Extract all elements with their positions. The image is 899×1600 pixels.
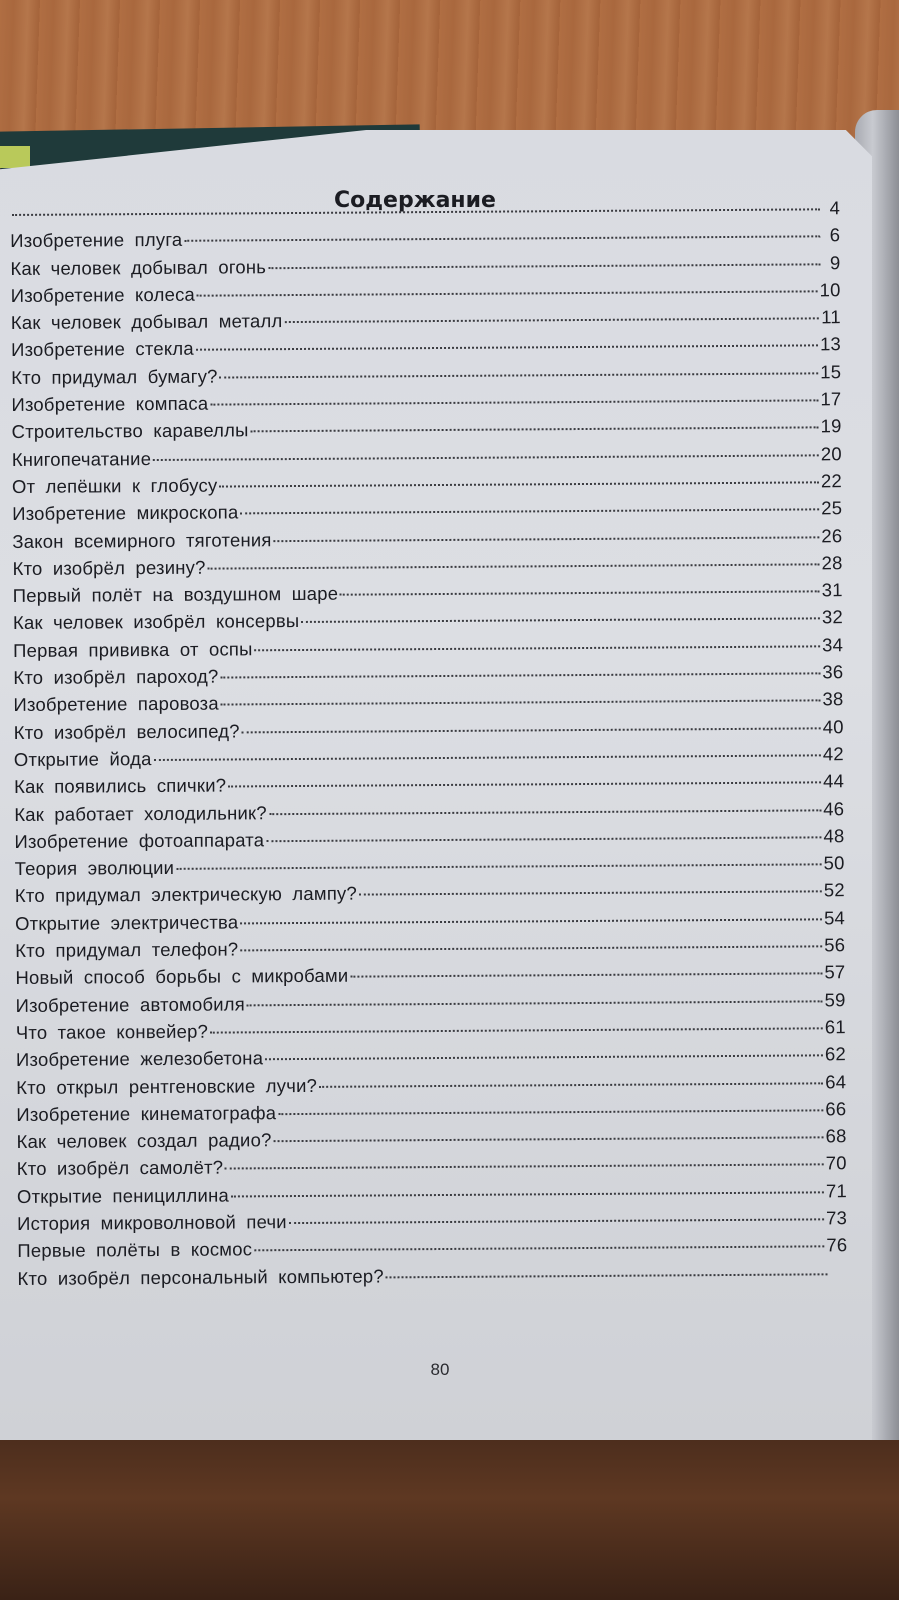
toc-entry-page: 71 [825, 1179, 847, 1202]
dot-leader [197, 290, 818, 296]
toc-entry-page: 40 [822, 715, 844, 737]
dot-leader [269, 809, 822, 815]
table-edge-shadow [0, 1430, 899, 1600]
dot-leader [208, 563, 820, 569]
toc-entry-page: 4 [829, 197, 841, 219]
dot-leader [359, 891, 822, 896]
toc-entry-page: 34 [822, 633, 844, 656]
dot-leader [240, 945, 822, 951]
toc-entry-page: 56 [824, 934, 846, 956]
table-of-contents [10, 197, 848, 1295]
dot-leader [340, 591, 820, 596]
toc-entry-page: 15 [820, 360, 842, 383]
toc-entry-title: История микроволновой печи [17, 1211, 287, 1234]
toc-entry-page: 22 [820, 470, 843, 492]
toc-entry-page: 76 [826, 1234, 848, 1256]
toc-entry-title: Изобретение микроскопа [12, 501, 239, 525]
toc-entry-page: 13 [819, 333, 842, 355]
toc-entry-page: 11 [821, 306, 841, 328]
dot-leader [255, 645, 821, 651]
toc-entry-title: Новый способ борьбы с микробами [15, 964, 349, 989]
toc-entry-title: Как работает холодильник? [14, 801, 267, 825]
dot-leader [240, 509, 819, 515]
toc-entry-title: Кто изобрёл резину? [12, 556, 206, 579]
toc-entry-title: Открытие йода [13, 747, 152, 770]
toc-entry-page: 10 [819, 279, 841, 301]
toc-entry-title: Кто изобрёл самолёт? [16, 1156, 224, 1180]
toc-entry-title: Изобретение паровоза [13, 692, 219, 716]
dot-leader [220, 672, 820, 678]
toc-entry-page: 31 [821, 579, 843, 601]
dot-leader [228, 782, 821, 788]
dot-leader [176, 863, 822, 870]
dot-leader [268, 263, 820, 269]
toc-entry-title: Первые полёты в космос [17, 1238, 253, 1262]
toc-entry-title: Изобретение железобетона [15, 1047, 264, 1071]
toc-entry-page: 46 [823, 797, 845, 819]
toc-entry-page: 62 [824, 1043, 847, 1065]
toc-entry-title: Изобретение кинематографа [16, 1101, 277, 1125]
dot-leader [210, 1027, 823, 1033]
dot-leader [225, 1164, 824, 1170]
toc-entry-page: 26 [821, 524, 843, 546]
dot-leader [319, 1082, 823, 1088]
toc-entry-title: Первая прививка от оспы [13, 638, 253, 661]
toc-entry-title: Изобретение стекла [10, 338, 194, 361]
toc-entry-title: Что такое конвейер? [15, 1020, 209, 1043]
toc-entry-title: Как человек создал радио? [16, 1129, 272, 1153]
toc-entry-page: 28 [821, 552, 843, 574]
toc-entry-title: Кто изобрёл персональный компьютер? [17, 1264, 384, 1289]
dot-leader [247, 1000, 823, 1006]
dot-leader [219, 481, 819, 487]
dot-leader [265, 1055, 823, 1061]
dot-leader [184, 236, 820, 242]
toc-entry-title: От лепёшки к глобусу [11, 474, 218, 497]
toc-entry-title: Первый полёт на воздушном шаре [12, 582, 339, 607]
dot-leader [254, 1246, 824, 1252]
page-number: 80 [430, 1360, 450, 1379]
dot-leader [278, 1109, 823, 1115]
dot-leader [210, 399, 818, 405]
toc-entry-page: 64 [825, 1070, 847, 1092]
toc-entry-title: Кто придумал телефон? [15, 938, 239, 961]
toc-entry-page: 19 [820, 415, 842, 437]
toc-entry-page: 70 [825, 1152, 847, 1174]
toc-entry-title: Кто изобрёл пароход? [13, 665, 219, 689]
dot-leader [221, 700, 821, 706]
dot-leader [386, 1273, 828, 1278]
dot-leader [154, 754, 821, 761]
toc-entry-page: 59 [824, 988, 846, 1010]
toc-entry-page: 20 [820, 442, 842, 465]
toc-entry-page: 73 [826, 1207, 848, 1229]
toc-entry-page: 48 [823, 825, 845, 847]
toc-entry-title: Строительство каравеллы [11, 419, 249, 443]
toc-entry-title: Изобретение плуга [10, 229, 183, 252]
toc-entry-page: 50 [823, 852, 845, 874]
dot-leader [284, 318, 819, 324]
page-title: Содержание [334, 188, 496, 213]
dot-leader [242, 727, 821, 733]
toc-entry-title: Кто придумал бумагу? [11, 365, 218, 388]
toc-entry-page: 57 [824, 961, 846, 983]
dot-leader [350, 973, 822, 978]
toc-entry-page: 17 [820, 388, 842, 410]
toc-entry [17, 1262, 847, 1295]
toc-entry-page: 9 [829, 251, 841, 273]
toc-entry-title: Кто придумал электрическую лампу? [14, 883, 358, 907]
toc-entry-page: 54 [823, 906, 846, 929]
dot-leader [240, 918, 822, 924]
dot-leader [301, 618, 820, 624]
toc-entry-title: Как человек добывал огонь [10, 255, 267, 279]
toc-entry-title: Закон всемирного тяготения [12, 528, 272, 552]
toc-entry-title: Изобретение фотоаппарата [14, 829, 265, 852]
dot-leader [12, 208, 820, 216]
dot-leader [274, 536, 820, 542]
cover-green-strip [0, 146, 30, 168]
dot-leader [220, 372, 819, 378]
toc-entry-page: 44 [822, 770, 845, 792]
toc-entry-page: 25 [821, 497, 843, 519]
toc-entry-page: 38 [822, 688, 844, 710]
toc-entry-title: Книгопечатание [11, 447, 152, 470]
dot-leader [196, 345, 818, 351]
toc-entry-page: 52 [823, 879, 845, 901]
dot-leader [266, 836, 821, 842]
dot-leader [153, 454, 819, 461]
toc-entry-page: 68 [825, 1125, 847, 1147]
toc-entry-title: Теория эволюции [14, 856, 175, 880]
toc-entry-title: Изобретение колеса [10, 283, 196, 306]
toc-entry-title: Кто открыл рентгеновские лучи? [16, 1074, 318, 1098]
toc-entry-title: Изобретение компаса [11, 392, 209, 416]
toc-entry-page: 66 [825, 1097, 847, 1120]
toc-entry-page: 36 [822, 661, 844, 683]
toc-entry-title: Как появились спички? [14, 774, 227, 798]
dot-leader [289, 1218, 824, 1224]
toc-entry-title: Изобретение автомобиля [15, 992, 246, 1016]
toc-entry-title: Как человек добывал металл [10, 310, 283, 334]
dot-leader [274, 1136, 824, 1142]
toc-entry-page: 6 [829, 224, 841, 246]
toc-entry-title: Открытие электричества [14, 911, 239, 934]
toc-entry-page: 61 [824, 1016, 846, 1038]
toc-entry-title: Открытие пенициллина [16, 1184, 230, 1207]
dot-leader [251, 427, 819, 433]
dot-leader [231, 1191, 824, 1197]
toc-entry-title: Как человек изобрёл консервы [12, 610, 300, 634]
toc-entry-page: 32 [821, 606, 843, 628]
toc-entry-title: Кто изобрёл велосипед? [13, 720, 240, 743]
toc-entry-page: 42 [822, 743, 844, 765]
